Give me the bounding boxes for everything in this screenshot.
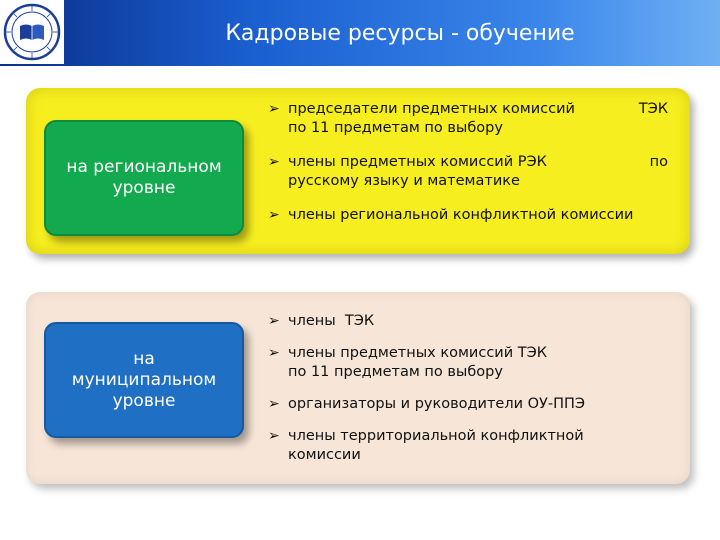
municipal-level-label: на муниципальном уровне — [71, 348, 217, 411]
arrow-bullet-icon: ➢ — [268, 428, 280, 444]
arrow-bullet-icon: ➢ — [268, 345, 280, 361]
arrow-bullet-icon: ➢ — [268, 154, 280, 170]
list-item: ➢ члены ТЭК — [268, 313, 375, 329]
list-item: ➢ члены региональной конфликтной комиссии — [268, 207, 634, 223]
arrow-bullet-icon: ➢ — [268, 313, 280, 329]
list-item: ➢ председатели предметных комиссий ТЭК по 11 предметам по выбору — [268, 101, 668, 136]
list-item: ➢ члены территориальной конфликтной комиссии — [268, 428, 584, 463]
regional-level-label: на региональном уровне — [66, 157, 222, 198]
municipal-items-list — [268, 312, 668, 478]
list-item: ➢ члены предметных комиссий ТЭК по 11 предметам по выбору — [268, 345, 548, 380]
regional-items-list — [268, 100, 668, 240]
header-bar — [0, 0, 720, 66]
open-book-emblem-icon — [2, 2, 62, 62]
municipal-level-box — [44, 322, 244, 438]
emblem-logo — [0, 0, 64, 64]
arrow-bullet-icon: ➢ — [268, 101, 280, 117]
arrow-bullet-icon: ➢ — [268, 396, 280, 412]
arrow-bullet-icon: ➢ — [268, 207, 280, 223]
regional-level-box — [44, 120, 244, 236]
list-item: ➢ организаторы и руководители ОУ-ППЭ — [268, 396, 586, 412]
list-item: ➢ члены предметных комиссий РЭК по русскому языку и математике — [268, 154, 668, 189]
page-title: Кадровые ресурсы - обучение — [225, 21, 575, 46]
